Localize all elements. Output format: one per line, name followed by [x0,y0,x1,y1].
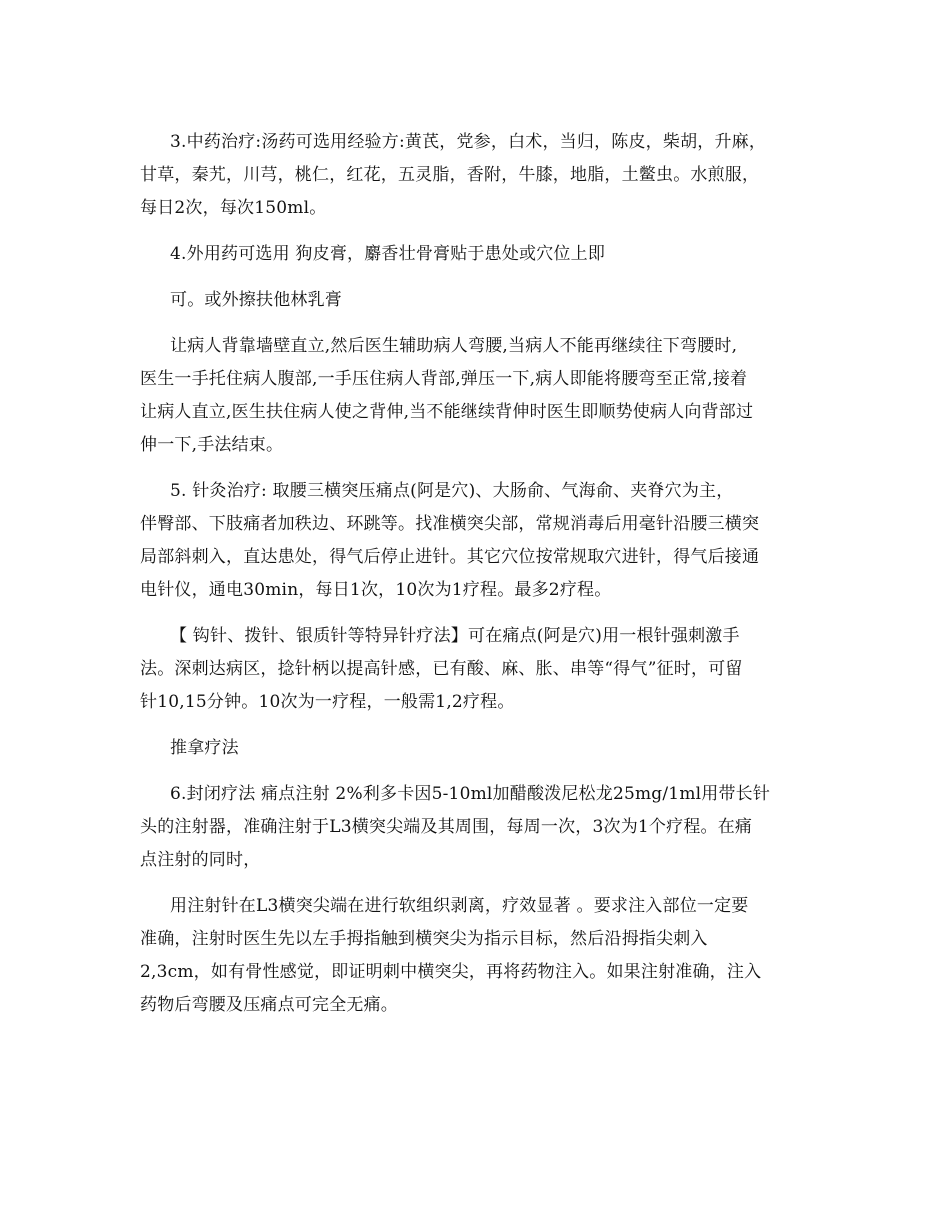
paragraph-external-medicine-cont [140,284,812,317]
text-line: 5. 针灸治疗: 取腰三横突压痛点(阿是穴)、大肠俞、气海俞、夹脊穴为主， [170,481,734,501]
text-line: 推拿疗法 [170,738,239,758]
paragraph-injection-details [140,890,812,1022]
text-line: 可。或外擦扶他林乳膏 [170,290,342,310]
document-body [140,126,812,1035]
text-line: 2,3cm，如有骨性感觉，即证明刺中横突尖，再将药物注入。如果注射准确，注入 [140,962,762,982]
text-line: 甘草，秦艽，川芎，桃仁，红花，五灵脂，香附，牛膝，地脂，土鳖虫。水煎服， [140,165,760,185]
text-line: 4.外用药可选用 狗皮膏，麝香壮骨膏贴于患处或穴位上即 [170,244,606,264]
paragraph-manipulation [140,330,812,462]
text-line: 药物后弯腰及压痛点可完全无痛。 [140,995,398,1015]
text-line: 准确，注射时医生先以左手拇指触到横突尖为指示目标，然后沿拇指尖刺入 [140,929,708,949]
text-line: 每日2次，每次150ml。 [140,198,327,218]
paragraph-block-therapy [140,778,812,877]
paragraph-massage-heading [140,732,812,765]
text-line: 6.封闭疗法 痛点注射 2%利多卡因5-10ml加醋酸泼尼松龙25mg/1ml用带长针 [170,784,771,804]
text-line: 电针仪，通电30min，每日1次，10次为1疗程。最多2疗程。 [140,580,612,600]
paragraph-tcm-treatment [140,126,812,225]
paragraph-special-needle [140,620,812,719]
text-line: 伸一下,手法结束。 [140,435,284,455]
text-line: 局部斜刺入，直达患处，得气后停止进针。其它穴位按常规取穴进针，得气后接通 [140,547,760,567]
text-line: 头的注射器，准确注射于L3横突尖端及其周围，每周一次，3次为1个疗程。在痛 [140,817,753,837]
paragraph-acupuncture [140,475,812,607]
text-line: 针10,15分钟。10次为一疗程，一般需1,2疗程。 [140,692,515,712]
text-line: 让病人背靠墙壁直立,然后医生辅助病人弯腰,当病人不能再继续往下弯腰时, [170,336,738,356]
paragraph-external-medicine [140,238,812,271]
text-line: 伴臀部、下肢痛者加秩边、环跳等。找准横突尖部，常规消毒后用毫针沿腰三横突 [140,514,760,534]
text-line: 点注射的同时， [140,850,261,870]
text-line: 法。深刺达病区，捻针柄以提高针感，已有酸、麻、胀、串等“得气”征时，可留 [140,659,743,679]
text-line: 医生一手托住病人腹部,一手压住病人背部,弹压一下,病人即能将腰弯至正常,接着 [140,369,748,389]
text-line: 【 钩针、拨针、银质针等特异针疗法】可在痛点(阿是穴)用一根针强刺激手 [170,626,740,646]
text-line: 让病人直立,医生扶住病人使之背伸,当不能继续背伸时医生即顺势使病人向背部过 [140,402,754,422]
text-line: 3.中药治疗:汤药可选用经验方:黄芪，党参，白术，当归，陈皮，柴胡，升麻， [170,132,767,152]
text-line: 用注射针在L3横突尖端在进行软组织剥离，疗效显著 。要求注入部位一定要 [170,896,749,916]
